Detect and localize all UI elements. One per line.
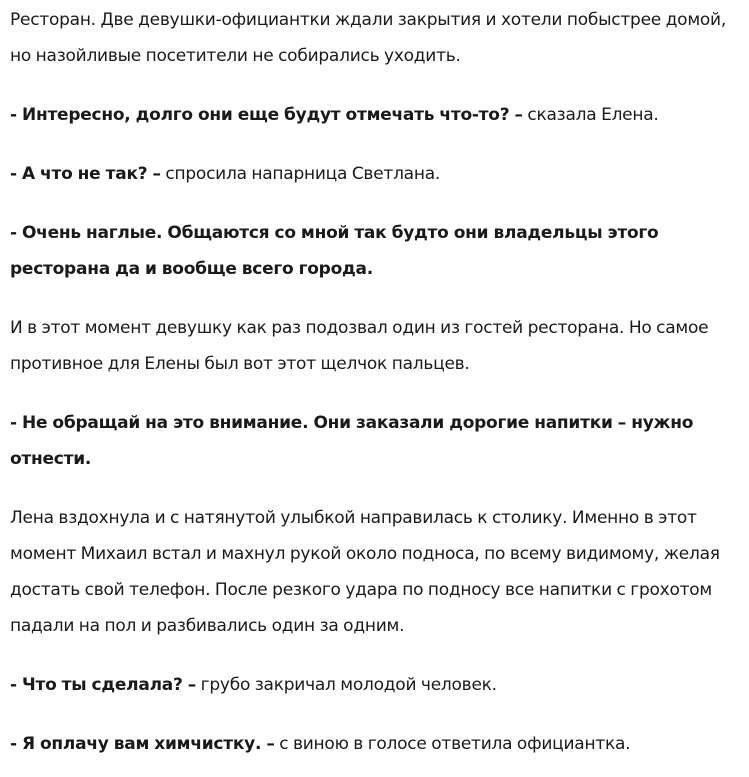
paragraph-3 xyxy=(10,156,749,192)
paragraph-text: И в этот момент девушку как раз подозвал один из гостей ресторана. Но самое противное для Елены был вот этот щелчок пальцев. xyxy=(10,318,709,374)
paragraph-text: Ресторан. Две девушки-официантки ждали закрытия и хотели побыстрее домой, но назойливые посетители не собирались уходить. xyxy=(10,10,726,66)
dialogue-line: - Очень наглые. Общаются со мной так будто они владельцы этого ресторана да и вообще всего города. xyxy=(10,223,659,279)
dialogue-attribution: с виною в голосе ответила официантка. xyxy=(274,734,631,754)
paragraph-4 xyxy=(10,215,749,287)
paragraph-5 xyxy=(10,310,749,382)
dialogue-line: - Что ты сделала? – xyxy=(10,675,197,695)
paragraph-6 xyxy=(10,405,749,477)
dialogue-line: - А что не так? – xyxy=(10,164,161,184)
paragraph-7 xyxy=(10,500,749,644)
paragraph-9 xyxy=(10,726,749,762)
dialogue-line: - Интересно, долго они еще будут отмечать что-то? – xyxy=(10,105,523,125)
dialogue-attribution: грубо закричал молодой человек. xyxy=(196,675,497,695)
dialogue-line: - Не обращай на это внимание. Они заказали дорогие напитки – нужно отнести. xyxy=(10,413,694,469)
paragraph-1 xyxy=(10,2,749,74)
dialogue-line: - Я оплачу вам химчистку. – xyxy=(10,734,275,754)
dialogue-attribution: сказала Елена. xyxy=(522,105,659,125)
dialogue-attribution: спросила напарница Светлана. xyxy=(160,164,441,184)
paragraph-2 xyxy=(10,97,749,133)
article-body xyxy=(0,2,749,762)
paragraph-text: Лена вздохнула и с натянутой улыбкой направилась к столику. Именно в этот момент Михаил встал и махнул рукой около подноса, по всему видимому, желая достать свой телефон. После резкого удара по подносу все напитки с грохотом падали на пол и разбивались один за одним. xyxy=(10,508,720,636)
paragraph-8 xyxy=(10,667,749,703)
